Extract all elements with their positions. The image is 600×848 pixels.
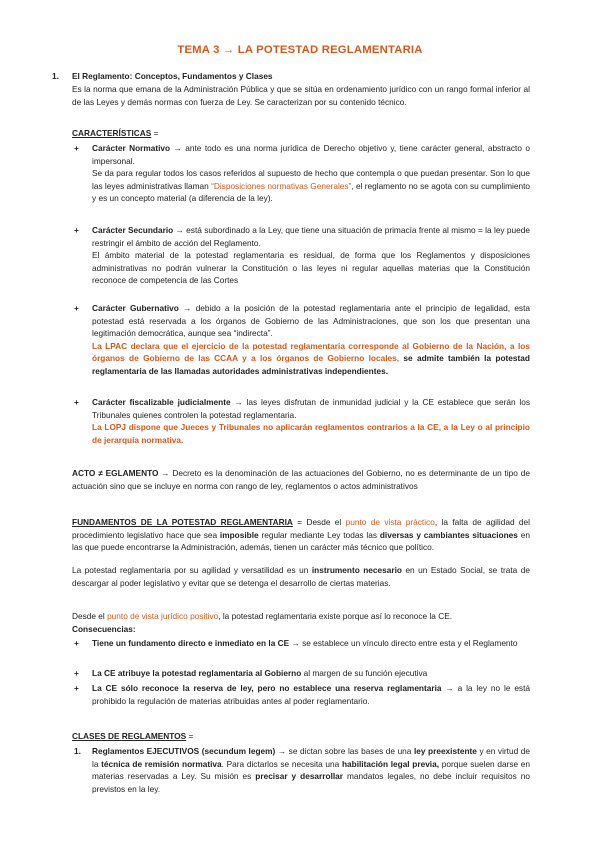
bullet-plus: +	[74, 225, 79, 235]
consecuencias-label: Consecuencias:	[72, 624, 136, 634]
char-normativo: Carácter Normativo → ante todo es una norma jurídica de Derecho objetivo y, tiene carácter general, abstracto o impersonal. Se da para regular todos los casos referidos al supuesto de hecho que contempla o que puedan presentar. Son lo que las leyes administrativas llaman “Disposiciones normativas Generales”, el reglamento no se agota con su cumplimiento y es un concepto material (a diferencia de la ley).	[92, 143, 530, 204]
characteristics-heading-text: CARACTERÍSTICAS	[72, 128, 152, 138]
agilidad-paragraph: La potestad reglamentaria por su agilidad y versatilidad es un instrumento necesario en un Estado Social, se trata de descargar al poder legislativo y evitar que se detenga el desarrollo de ciertas materias.	[72, 565, 530, 588]
clases-heading: CLASES DE REGLAMENTOS =	[72, 731, 194, 741]
acto-label: ACTO ≠ EGLAMENTO	[72, 468, 159, 478]
char-normativo-label: Carácter Normativo	[92, 143, 171, 153]
char-gubernativo-label: Carácter Gubernativo	[92, 303, 179, 313]
fundamentos-paragraph: FUNDAMENTOS DE LA POTESTAD REGLAMENTARIA = Desde el punto de vista práctico, la falta de agilidad del procedimiento legislativo hace que sea imposible regular mediante Ley todas las diversas y cambiantes situaciones en las que puede encontrarse la Administración, además, tienen un carácter más técnico que político.	[72, 517, 530, 553]
characteristics-heading: CARACTERÍSTICAS =	[72, 128, 159, 138]
section-heading	[72, 70, 530, 83]
fundamentos-heading: FUNDAMENTOS DE LA POTESTAD REGLAMENTARIA	[72, 517, 293, 527]
bullet-plus: +	[74, 668, 79, 678]
char-fiscalizable: Carácter fiscalizable judicialmente → las leyes disfrutan de inmunidad judicial y la CE establece que serán los Tribunales quienes controlen la potestad reglamentaria. La LOPJ dispone que Jueces y Tribunales no aplicarán reglamentos contrarios a la CE, a la Ley o al principio de jerarquía normativa.	[92, 397, 530, 445]
disposiciones-quote: “Disposiciones normativas Generales”	[211, 180, 352, 191]
juridico-paragraph: Desde el punto de vista jurídico positivo, la potestad reglamentaria existe porque así lo reconoce la CE.	[72, 611, 453, 621]
list-number: 1.	[74, 746, 81, 756]
bullet-plus: +	[74, 638, 79, 648]
char-fiscalizable-label: Carácter fiscalizable judicialmente	[92, 397, 231, 407]
char-secundario-label: Carácter Secundario	[92, 225, 174, 235]
bullet-plus: +	[74, 143, 79, 153]
bullet-plus: +	[74, 303, 79, 313]
bullet-plus: +	[74, 397, 79, 407]
page-title: TEMA 3 → LA POTESTAD REGLAMENTARIA	[177, 44, 423, 56]
intro-paragraph: Es la norma que emana de la Administración Pública y que se sitúa en ordenamiento jurídico con un rango formal inferior al de las Leyes y demás normas con fuerza de Ley. Se caracterizan por su contenido técnico.	[72, 84, 530, 107]
reglamentos-ejecutivos: Reglamentos EJECUTIVOS (secundum legem) → se dictan sobre las bases de una ley preexistente y en virtud de la técnica de remisión normativa. Para dictarlos se necesita una habilitación legal previa, porque suelen darse en materias reservadas a Ley. Su misión es precisar y desarrollar mandatos legales, no debe incluir requisitos no previstos en la ley.	[92, 746, 531, 794]
bullet-plus: +	[74, 683, 79, 693]
section-number: 1.	[52, 71, 59, 81]
consecuencia-3: La CE sólo reconoce la reserva de ley, pero no establece una reserva reglamentaria → a la ley no le está prohibido la regulación de materias atribuidas antes al poder reglamentario.	[92, 683, 531, 706]
section-heading-text: El Reglamento: Conceptos, Fundamentos y Clases	[72, 71, 273, 81]
lopj-statement: La LOPJ dispone que Jueces y Tribunales no aplicarán reglamentos contrarios a la CE, a la Ley o al principio de jerarquía normativa.	[92, 422, 530, 445]
consecuencia-2: La CE atribuye la potestad reglamentaria al Gobierno al margen de su función ejecutiva	[92, 668, 428, 678]
clases-heading-text: CLASES DE REGLAMENTOS	[72, 731, 187, 741]
acto-reglamento-paragraph: ACTO ≠ EGLAMENTO → Decreto es la denominación de las actuaciones del Gobierno, no es determinante de un tipo de actuación sino que se incluye en norma con rango de ley, reglamentos o actos administrativos	[72, 468, 530, 491]
char-secundario: Carácter Secundario → está subordinado a la Ley, que tiene una situación de primacía frente al mismo = la ley puede restringir el ámbito de acción del Reglamento. El ámbito material de la potestad reglamentaria es residual, de forma que los Reglamentos y disposiciones administrativas no podrán vulnerar la Constitución o las leyes ni regular aquellas materias que la Constitución reconoce de competencia de las Cortes	[92, 225, 530, 286]
consecuencia-1: Tiene un fundamento directo e inmediato en la CE → se establece un vínculo directo entre esta y el Reglamento	[92, 638, 518, 648]
lpac-statement: La LPAC declara que el ejercicio de la potestad reglamentaria corresponde al Gobierno de la Nación, a los órganos de Gobierno de las CCAA y a los órganos de Gobierno locales,	[92, 340, 530, 364]
char-gubernativo: Carácter Gubernativo → debido a la posición de la potestad reglamentaria ante el principio de legalidad, esta potestad está reservada a los órganos de Gobierno de las Administraciones, que son los que presentan una legitimación democrática, aunque sea “indirecta”. La LPAC declara que el ejercicio de la potestad reglamentaria corresponde al Gobierno de la Nación, a los órganos de Gobierno de las CCAA y a los órganos de Gobierno locales, se admite también la potestad reglamentaria de las llamadas autoridades administrativas independientes.	[92, 303, 531, 376]
